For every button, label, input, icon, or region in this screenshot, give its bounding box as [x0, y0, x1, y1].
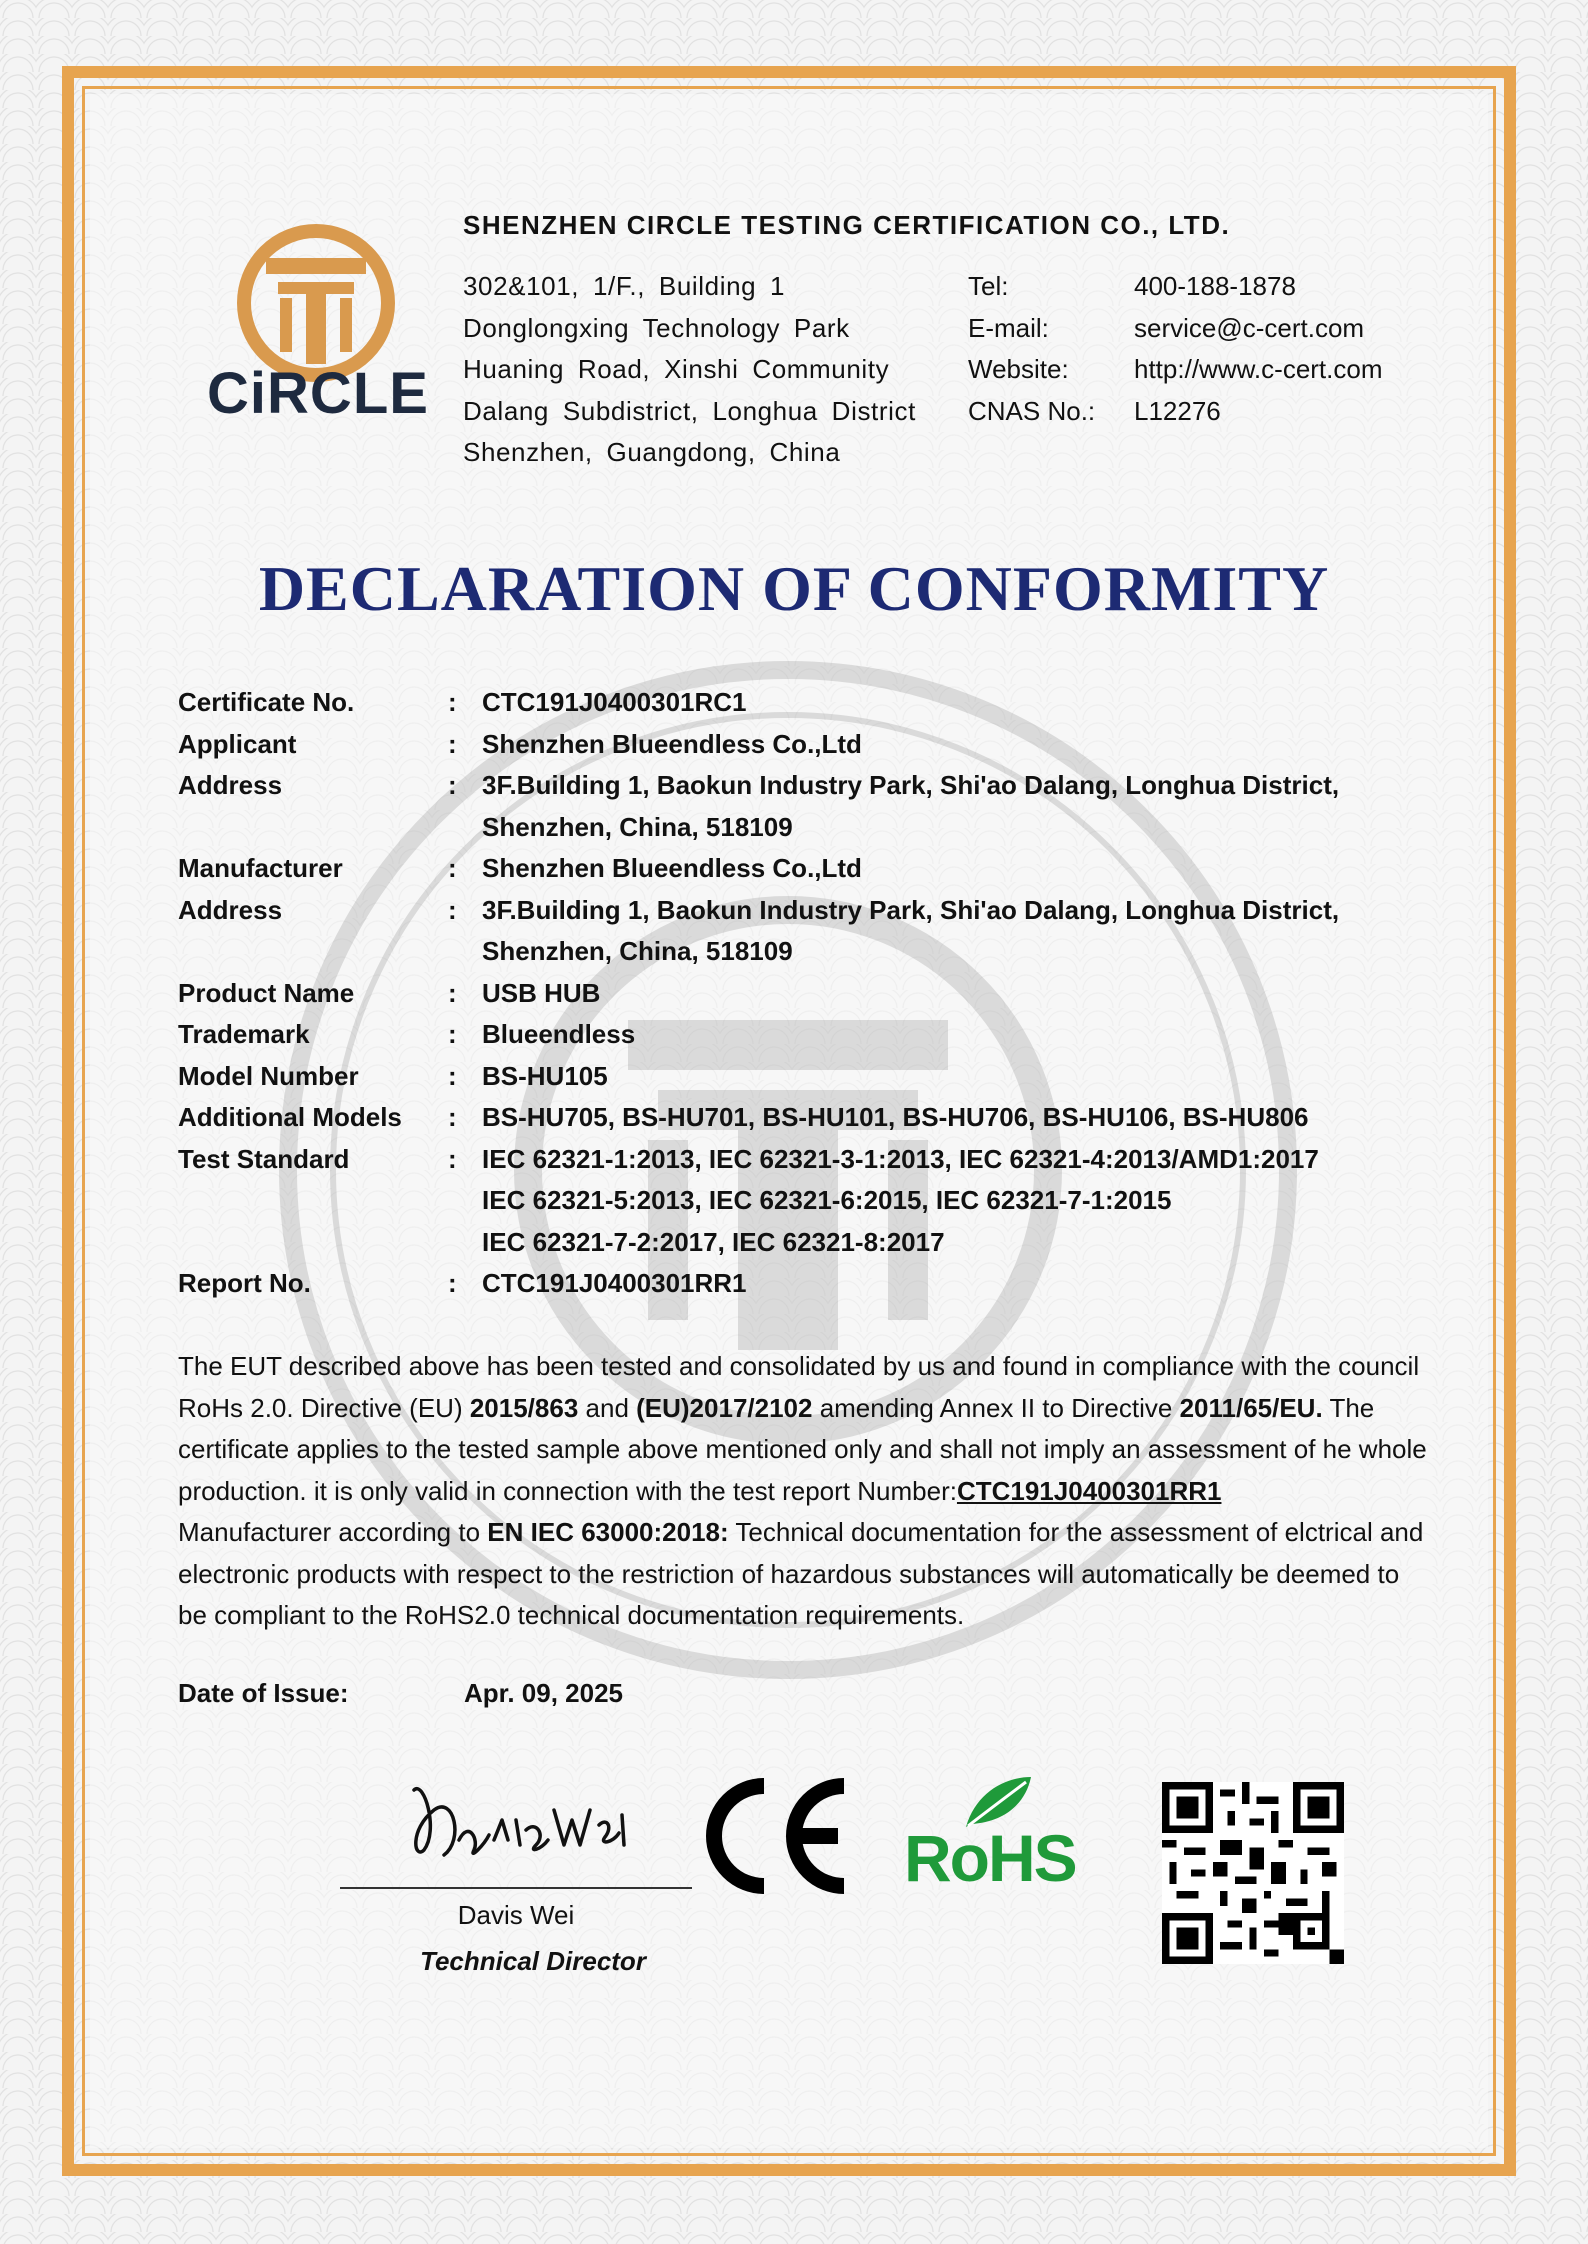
field-label: Test Standard — [178, 1143, 350, 1174]
field-colon: : — [448, 1102, 457, 1132]
field-label: Report No. — [178, 1268, 311, 1298]
ce-mark-icon — [694, 1776, 854, 1896]
contact-cnas — [968, 391, 1383, 433]
contact-value: L12276 — [1134, 395, 1221, 426]
field-certificate-no — [178, 682, 1428, 724]
field-manufacturer — [178, 848, 1428, 890]
contact-email — [968, 308, 1383, 350]
signer-name: Davis Wei — [457, 1900, 575, 1930]
field-test-standard — [178, 1139, 1428, 1264]
address-line: Huaning Road, Xinshi Community — [463, 354, 890, 384]
contact-value: 400-188-1878 — [1134, 271, 1296, 301]
statement-text: amending Annex II to Directive — [812, 1392, 1180, 1423]
address-line: 302&101, 1/F., Building 1 — [463, 271, 786, 301]
field-value: BS-HU105 — [482, 1060, 608, 1091]
company-address — [463, 266, 916, 474]
field-label: Address — [178, 770, 283, 800]
date-value: Apr. 09, 2025 — [464, 1678, 623, 1708]
field-colon: : — [448, 853, 457, 883]
contact-website — [968, 349, 1383, 391]
field-value: Shenzhen Blueendless Co.,Ltd — [482, 728, 862, 759]
report-number-link: CTC191J0400301RR1 — [956, 1475, 1222, 1506]
contact-label: CNAS No.: — [968, 395, 1096, 426]
signer-title: Technical Director — [420, 1946, 646, 1976]
field-manufacturer-address — [178, 890, 1428, 973]
certificate-fields — [178, 682, 1428, 1305]
contact-tel — [968, 266, 1383, 308]
field-colon: : — [448, 1019, 457, 1049]
statement-bold: (EU)2017/2102 — [636, 1392, 813, 1423]
field-applicant-address — [178, 765, 1428, 848]
field-colon: : — [448, 894, 457, 925]
qr-code-icon[interactable] — [1162, 1782, 1344, 1964]
statement-bold: 2011/65/EU. — [1179, 1392, 1323, 1423]
contact-label: E-mail: — [968, 312, 1049, 343]
field-value: CTC191J0400301RC1 — [482, 687, 747, 717]
date-of-issue — [178, 1678, 623, 1709]
statement-paragraph — [178, 1512, 1428, 1637]
contact-label: Tel: — [968, 271, 1009, 301]
field-label: Additional Models — [178, 1102, 402, 1132]
field-label: Model Number — [178, 1060, 359, 1091]
statement-text: The EUT described above has been tested and consolidated by us and found in compliance with the council RoHs 2.0. Directive (EU) — [178, 1351, 1420, 1423]
logo-wordmark: CiRCLE — [207, 361, 429, 426]
statement-text: Technical documentation for the assessment of elctrical and electronic products with respect to the restriction of hazardous substances will automatically be deemed to be compliant to the RoHS2.0 technical documentation requirements. — [178, 1517, 1424, 1630]
handwritten-signature-icon — [404, 1770, 634, 1870]
field-colon: : — [448, 977, 457, 1008]
field-colon: : — [448, 770, 457, 800]
field-value: Shenzhen, China, 518109 — [482, 936, 793, 966]
statement-text: Manufacturer according to — [178, 1517, 488, 1547]
compliance-statement — [178, 1346, 1428, 1637]
field-label: Product Name — [178, 977, 355, 1008]
field-applicant — [178, 724, 1428, 766]
address-line: Dalang Subdistrict, Longhua District — [463, 395, 916, 426]
field-value: IEC 62321-1:2013, IEC 62321-3-1:2013, IEC 62321-4:2013/AMD1:2017 — [482, 1143, 1319, 1174]
field-value: IEC 62321-7-2:2017, IEC 62321-8:2017 — [482, 1226, 945, 1257]
field-label: Trademark — [178, 1019, 310, 1049]
field-additional-models — [178, 1097, 1428, 1139]
field-value: IEC 62321-5:2013, IEC 62321-6:2015, IEC 62321-7-1:2015 — [482, 1185, 1172, 1215]
statement-bold: 2015/863 — [469, 1392, 579, 1423]
statement-text: The certificate applies to the tested sample above mentioned only and shall not imply an assessment of he whole production. it is only valid in connection with the test report Number: — [178, 1392, 1427, 1506]
field-label: Applicant — [178, 728, 297, 759]
field-value: BS-HU705, BS-HU701, BS-HU101, BS-HU706, BS-HU106, BS-HU806 — [482, 1102, 1309, 1132]
signature-line — [340, 1887, 692, 1889]
field-colon: : — [448, 728, 457, 759]
statement-paragraph — [178, 1346, 1428, 1512]
address-line: Donglongxing Technology Park — [463, 312, 850, 343]
field-label: Address — [178, 894, 283, 925]
statement-text: and — [578, 1392, 637, 1423]
field-label: Certificate No. — [178, 687, 355, 717]
field-colon: : — [448, 1268, 457, 1298]
field-value: USB HUB — [482, 977, 601, 1008]
address-line: Shenzhen, Guangdong, China — [463, 437, 841, 467]
field-model-number — [178, 1056, 1428, 1098]
contact-value: service@c-cert.com — [1134, 312, 1365, 343]
field-value: CTC191J0400301RR1 — [482, 1268, 747, 1298]
statement-bold: EN IEC 63000:2018: — [487, 1517, 729, 1547]
contact-value: http://www.c-cert.com — [1134, 354, 1383, 384]
field-value: 3F.Building 1, Baokun Industry Park, Shi'ao Dalang, Longhua District, — [482, 770, 1340, 800]
company-contacts — [968, 266, 1383, 432]
field-label: Manufacturer — [178, 853, 343, 883]
field-colon: : — [448, 1143, 457, 1174]
document-title: DECLARATION OF CONFORMITY — [258, 553, 1330, 624]
field-value: 3F.Building 1, Baokun Industry Park, Shi'ao Dalang, Longhua District, — [482, 894, 1340, 925]
field-trademark — [178, 1014, 1428, 1056]
field-product-name — [178, 973, 1428, 1015]
field-value: Blueendless — [482, 1019, 636, 1049]
field-value: Shenzhen, China, 518109 — [482, 811, 793, 842]
field-colon: : — [448, 687, 457, 717]
field-colon: : — [448, 1060, 457, 1091]
field-value: Shenzhen Blueendless Co.,Ltd — [482, 853, 862, 883]
date-label: Date of Issue: — [178, 1678, 349, 1708]
contact-label: Website: — [968, 354, 1069, 384]
field-report-no — [178, 1263, 1428, 1305]
company-name: SHENZHEN CIRCLE TESTING CERTIFICATION CO., LTD. — [463, 210, 1231, 240]
rohs-mark: RoHS — [904, 1821, 1076, 1895]
